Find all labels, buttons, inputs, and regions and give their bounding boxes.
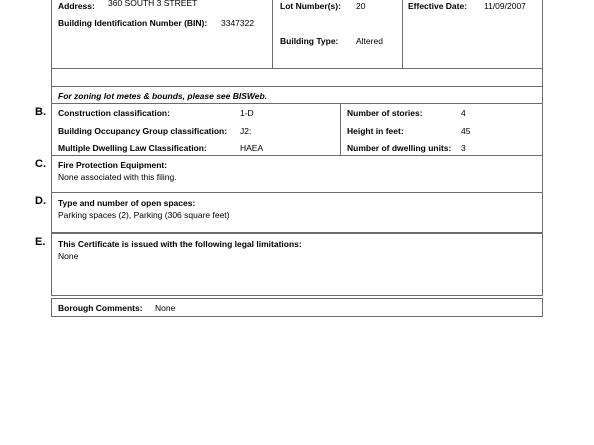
height-label: Height in feet: bbox=[347, 126, 404, 136]
zoning-note: For zoning lot metes & bounds, please see BISWeb. bbox=[58, 91, 268, 101]
legal-limitations-title: This Certificate is issued with the following legal limitations: bbox=[58, 239, 302, 249]
bin-label: Building Identification Number (BIN): bbox=[58, 18, 208, 28]
fire-protection-title: Fire Protection Equipment: bbox=[58, 160, 168, 170]
blank-row bbox=[51, 68, 543, 87]
stories-label: Number of stories: bbox=[347, 108, 423, 118]
open-spaces-text: Parking spaces (2), Parking (306 square feet) bbox=[58, 210, 230, 220]
dwelling-law-value: HAEA bbox=[240, 143, 264, 153]
height-value: 45 bbox=[461, 126, 471, 136]
lot-label: Lot Number(s): bbox=[280, 1, 341, 11]
fire-protection-text: None associated with this filing. bbox=[58, 172, 177, 182]
divider bbox=[402, 0, 403, 69]
dwelling-law-label: Multiple Dwelling Law Classification: bbox=[58, 143, 207, 153]
legal-limitations-text: None bbox=[58, 251, 79, 261]
effective-date-label: Effective Date: bbox=[408, 1, 468, 11]
section-d-marker: D. bbox=[35, 195, 46, 207]
occupancy-label: Building Occupancy Group classification: bbox=[58, 126, 228, 136]
lot-value: 20 bbox=[356, 1, 366, 11]
construction-label: Construction classification: bbox=[58, 108, 170, 118]
open-spaces-title: Type and number of open spaces: bbox=[58, 198, 196, 208]
building-type-value: Altered bbox=[356, 36, 383, 46]
divider bbox=[340, 104, 341, 155]
effective-date-value: 11/09/2007 bbox=[484, 1, 526, 11]
address-label: Address: bbox=[58, 1, 95, 11]
borough-comments-label: Borough Comments: bbox=[58, 303, 143, 313]
address-value: 360 SOUTH 3 STREET bbox=[108, 0, 198, 8]
section-e-marker: E. bbox=[35, 236, 46, 248]
bin-value: 3347322 bbox=[221, 18, 255, 28]
dwelling-units-value: 3 bbox=[461, 143, 466, 153]
divider bbox=[272, 0, 273, 69]
building-type-label: Building Type: bbox=[280, 36, 339, 46]
borough-comments-value: None bbox=[155, 303, 176, 313]
stories-value: 4 bbox=[461, 108, 466, 118]
dwelling-units-label: Number of dwelling units: bbox=[347, 143, 452, 153]
occupancy-value: J2: bbox=[240, 126, 252, 136]
construction-value: 1-D bbox=[240, 108, 254, 118]
section-c-marker: C. bbox=[35, 158, 46, 170]
section-b-marker: B. bbox=[35, 106, 46, 118]
